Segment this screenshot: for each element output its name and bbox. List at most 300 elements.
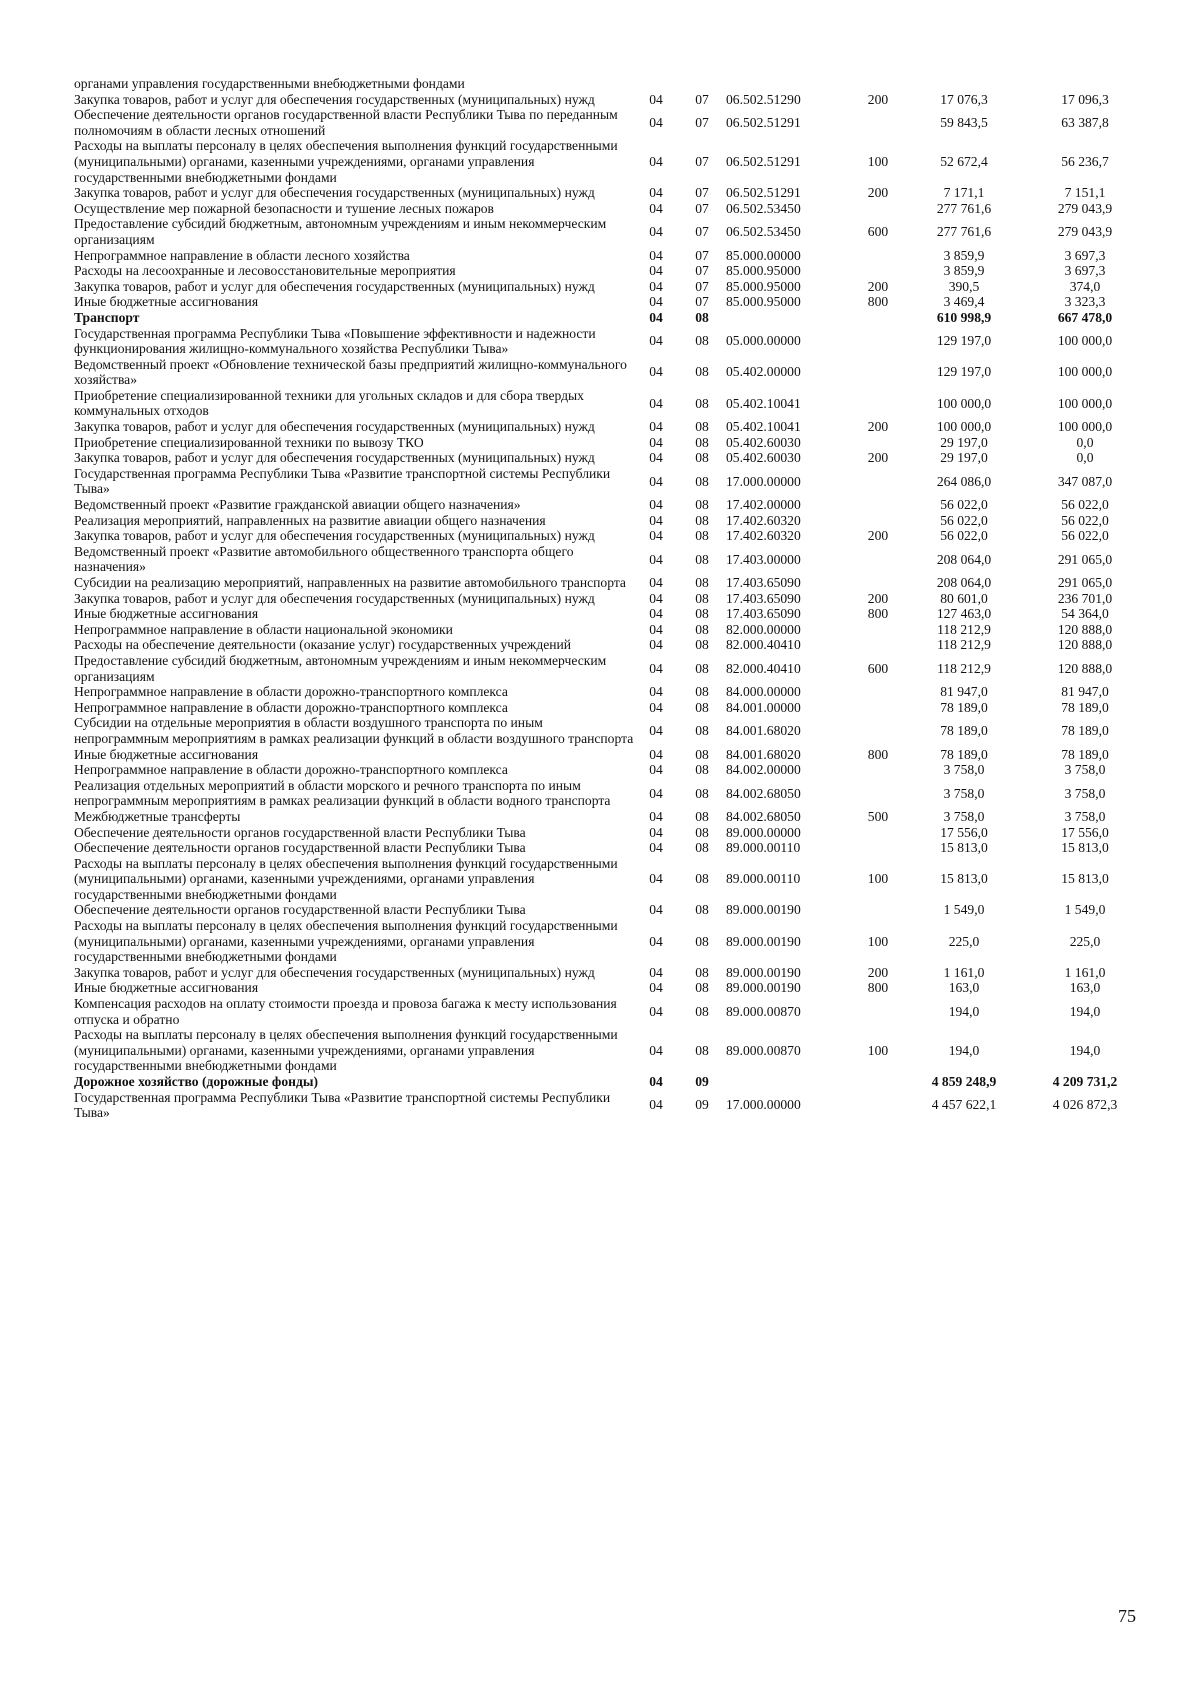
row-target-article: 84.001.00000 — [726, 699, 801, 715]
row-subsection: 08 — [695, 512, 709, 528]
row-amount-year-1: 15 813,0 — [940, 840, 988, 856]
row-name: Непрограммное направление в области дорожно-транспортного комплекса — [74, 762, 508, 778]
row-amount-year-1: 277 761,6 — [936, 224, 992, 240]
row-expense-type — [852, 684, 904, 700]
row-expense-type — [852, 513, 904, 529]
row-amount-year-2: 279 043,9 — [1057, 200, 1113, 216]
row-name: Ведомственный проект «Обновление технической базы предприятий жилищно-коммунального хозяйства» — [74, 356, 627, 388]
row-amount-year-1: 3 469,4 — [943, 294, 985, 310]
row-section: 04 — [649, 785, 663, 801]
table-row — [74, 435, 1146, 451]
row-expense-type — [852, 201, 904, 217]
row-amount-year-1: 3 859,9 — [943, 263, 985, 279]
row-subsection: 08 — [695, 840, 709, 856]
row-name: Обеспечение деятельности органов государственной власти Республики Тыва — [74, 824, 526, 840]
row-target-article: 85.000.95000 — [726, 263, 801, 279]
table-row — [74, 513, 1146, 529]
row-amount-year-2: 3 323,3 — [1064, 294, 1106, 310]
row-amount-year-2: 100 000,0 — [1057, 395, 1113, 411]
row-expense-type — [852, 76, 904, 92]
row-subsection: 08 — [695, 333, 709, 349]
row-target-article: 89.000.00870 — [726, 1042, 801, 1058]
row-target-article: 17.000.00000 — [726, 473, 801, 489]
row-target-article: 17.402.60320 — [726, 528, 801, 544]
row-expense-type: 200 — [867, 450, 889, 466]
row-amount-year-1: 29 197,0 — [940, 434, 988, 450]
row-section: 04 — [649, 294, 663, 310]
row-subsection: 08 — [695, 473, 709, 489]
row-subsection: 08 — [695, 1003, 709, 1019]
row-name: Непрограммное направление в области дорожно-транспортного комплекса — [74, 684, 508, 700]
row-amount-year-2: 1 549,0 — [1064, 902, 1106, 918]
row-name: Компенсация расходов на оплату стоимости проезда и провоза багажа к месту использования отпуска и обратно — [74, 996, 617, 1027]
row-amount-year-2: 7 151,1 — [1064, 185, 1106, 201]
row-target-article: 17.402.00000 — [726, 497, 801, 513]
page-number: 75 — [1118, 1606, 1136, 1626]
row-target-article: 89.000.00000 — [726, 824, 801, 840]
row-target-article — [726, 310, 852, 326]
row-subsection: 08 — [695, 824, 709, 840]
row-subsection: 08 — [695, 746, 709, 762]
row-section: 04 — [649, 473, 663, 489]
row-name: Предоставление субсидий бюджетным, автономным учреждениям и иным некоммерческим организациям — [74, 216, 607, 247]
row-target-article: 82.000.00000 — [726, 621, 801, 637]
row-section: 04 — [649, 660, 663, 676]
row-section: 04 — [649, 590, 663, 606]
row-section: 04 — [649, 247, 663, 263]
row-name: Реализация мероприятий, направленных на развитие авиации общего назначения — [74, 512, 546, 528]
row-expense-type — [852, 466, 904, 497]
row-amount-year-2: 667 478,0 — [1057, 309, 1113, 325]
row-name: Обеспечение деятельности органов государственной власти Республики Тыва по переданным полномочиям в области лесных отношений — [74, 107, 618, 138]
row-target-article: 89.000.00110 — [726, 871, 801, 887]
row-target-article: 84.001.68020 — [726, 746, 801, 762]
row-amount-year-1: 7 171,1 — [943, 185, 985, 201]
row-expense-type: 200 — [867, 419, 889, 435]
table-row — [74, 388, 1146, 419]
row-amount-year-1: 59 843,5 — [940, 114, 988, 130]
row-expense-type — [852, 637, 904, 653]
table-row — [74, 248, 1146, 264]
table-row — [74, 653, 1146, 684]
row-name: Закупка товаров, работ и услуг для обеспечения государственных (муниципальных) нужд — [74, 185, 595, 201]
row-expense-type: 500 — [867, 808, 889, 824]
row-amount-year-1: 3 758,0 — [943, 808, 985, 824]
row-target-article: 05.402.10041 — [726, 419, 801, 435]
row-amount-year-1: 277 761,6 — [936, 200, 992, 216]
row-expense-type — [852, 840, 904, 856]
row-target-article: 06.502.53450 — [726, 224, 801, 240]
row-name: Иные бюджетные ассигнования — [74, 980, 259, 996]
table-row — [74, 825, 1146, 841]
row-amount-year-2: 279 043,9 — [1057, 224, 1113, 240]
row-expense-type: 800 — [867, 980, 889, 996]
row-amount-year-1: 225,0 — [948, 933, 980, 949]
row-amount-year-2: 100 000,0 — [1057, 364, 1113, 380]
row-name: Закупка товаров, работ и услуг для обеспечения государственных (муниципальных) нужд — [74, 590, 595, 606]
row-name: Непрограммное направление в области национальной экономики — [74, 621, 453, 637]
row-subsection: 08 — [695, 699, 709, 715]
row-amount-year-1: 15 813,0 — [940, 871, 988, 887]
row-name: Реализация отдельных мероприятий в области морского и речного транспорта по иным непрограммным мероприятиям в рамках реализации функций в области водного транспорта — [74, 777, 611, 809]
row-expense-type: 200 — [867, 278, 889, 294]
row-name: Закупка товаров, работ и услуг для обеспечения государственных (муниципальных) нужд — [74, 528, 595, 544]
row-amount-year-1: 3 758,0 — [943, 762, 985, 778]
row-section: 04 — [649, 746, 663, 762]
table-row — [74, 1074, 1146, 1090]
row-amount-year-1: 56 022,0 — [940, 497, 988, 513]
table-row — [74, 107, 1146, 138]
row-section: 04 — [649, 933, 663, 949]
row-section: 04 — [649, 762, 663, 778]
row-amount-year-1: 264 086,0 — [936, 473, 992, 489]
row-amount-year-2: 194,0 — [1069, 1042, 1101, 1058]
row-amount-year-1: 29 197,0 — [940, 450, 988, 466]
row-subsection: 07 — [695, 278, 709, 294]
row-expense-type — [852, 326, 904, 357]
row-target-article: 05.000.00000 — [726, 333, 801, 349]
row-amount-year-1: 129 197,0 — [936, 333, 992, 349]
row-expense-type: 800 — [867, 606, 889, 622]
row-subsection: 08 — [695, 364, 709, 380]
row-subsection: 08 — [695, 575, 709, 590]
table-row — [74, 902, 1146, 918]
row-expense-type — [852, 248, 904, 264]
row-target-article: 85.000.95000 — [726, 294, 801, 310]
row-section: 04 — [649, 964, 663, 980]
table-row — [74, 92, 1146, 108]
row-amount-year-1: 52 672,4 — [940, 153, 988, 169]
row-expense-type — [852, 715, 904, 746]
row-name: Обеспечение деятельности органов государственной власти Республики Тыва — [74, 840, 526, 856]
row-amount-year-2: 291 065,0 — [1057, 575, 1113, 590]
row-subsection: 08 — [695, 497, 709, 513]
row-section: 04 — [649, 699, 663, 715]
row-amount-year-1: 129 197,0 — [936, 364, 992, 380]
row-expense-type — [852, 996, 904, 1027]
row-amount-year-1: 81 947,0 — [940, 684, 988, 700]
row-amount-year-1: 56 022,0 — [940, 528, 988, 544]
row-name: Государственная программа Республики Тыва «Повышение эффективности и надежности функционирования жилищно-коммунального хозяйства Республики Тыва» — [74, 325, 596, 357]
table-row — [74, 279, 1146, 295]
row-subsection: 08 — [695, 964, 709, 980]
table-row — [74, 809, 1146, 825]
row-target-article: 85.000.95000 — [726, 278, 801, 294]
row-section: 04 — [649, 980, 663, 996]
budget-table-body — [74, 76, 1146, 1121]
row-expense-type: 200 — [867, 590, 889, 606]
table-row — [74, 700, 1146, 716]
row-amount-year-1: 163,0 — [948, 980, 980, 996]
row-expense-type: 200 — [867, 185, 889, 201]
row-section: 04 — [649, 551, 663, 567]
table-row — [74, 544, 1146, 575]
row-subsection: 08 — [695, 395, 709, 411]
row-name: Непрограммное направление в области лесного хозяйства — [74, 247, 410, 263]
row-amount-year-2: 17 096,3 — [1061, 91, 1109, 107]
row-amount-year-1: 118 212,9 — [937, 660, 991, 676]
row-expense-type — [852, 902, 904, 918]
row-amount-year-2: 17 556,0 — [1061, 824, 1109, 840]
table-row — [74, 419, 1146, 435]
row-target-article: 89.000.00870 — [726, 1003, 801, 1019]
table-row — [74, 684, 1146, 700]
row-target-article: 05.402.60030 — [726, 434, 801, 450]
row-name: Ведомственный проект «Развитие гражданской авиации общего назначения» — [74, 497, 521, 513]
row-amount-year-2: 100 000,0 — [1057, 333, 1113, 349]
row-section: 04 — [649, 200, 663, 216]
row-amount-year-2: 100 000,0 — [1057, 419, 1113, 435]
table-row — [74, 201, 1146, 217]
row-section: 04 — [649, 808, 663, 824]
table-row — [74, 326, 1146, 357]
row-name: Предоставление субсидий бюджетным, автономным учреждениям и иным некоммерческим организациям — [74, 652, 607, 684]
row-amount-year-1: 56 022,0 — [940, 512, 988, 528]
row-amount-year-2: 347 087,0 — [1057, 473, 1113, 489]
row-subsection: 08 — [695, 762, 709, 778]
row-subsection: 07 — [695, 224, 709, 240]
row-name: Приобретение специализированной техники для угольных складов и для сбора твердых коммунальных отходов — [74, 387, 584, 419]
row-name: Закупка товаров, работ и услуг для обеспечения государственных (муниципальных) нужд — [74, 91, 595, 107]
row-section: 04 — [649, 395, 663, 411]
row-amount-year-2: 56 022,0 — [1061, 512, 1109, 528]
row-amount-year-2: 63 387,8 — [1061, 114, 1109, 130]
table-row — [74, 497, 1146, 513]
row-name: Осуществление мер пожарной безопасности и тушение лесных пожаров — [74, 200, 494, 216]
row-subsection: 08 — [695, 1042, 709, 1058]
table-row — [74, 310, 1146, 326]
row-target-article: 06.502.51291 — [726, 114, 801, 130]
row-expense-type — [852, 497, 904, 513]
row-target-article: 89.000.00190 — [726, 933, 801, 949]
row-section: 04 — [649, 871, 663, 887]
row-section: 04 — [649, 278, 663, 294]
row-amount-year-2: 0,0 — [1076, 434, 1094, 450]
row-amount-year-2: 225,0 — [1069, 933, 1101, 949]
table-row — [74, 138, 1146, 185]
row-subsection: 08 — [695, 590, 709, 606]
row-expense-type: 200 — [867, 964, 889, 980]
table-row — [74, 996, 1146, 1027]
row-expense-type — [852, 700, 904, 716]
row-amount-year-2: 4 026 872,3 — [1052, 1097, 1118, 1113]
row-expense-type — [852, 622, 904, 638]
row-expense-type — [852, 825, 904, 841]
row-section: 04 — [649, 114, 663, 130]
row-subsection: 08 — [695, 434, 709, 450]
row-name: Государственная программа Республики Тыва «Развитие транспортной системы Республики Тыва» — [74, 465, 611, 497]
row-amount-year-1: 4 859 248,9 — [931, 1074, 997, 1089]
row-expense-type: 600 — [867, 660, 889, 676]
row-name: Иные бюджетные ассигнования — [74, 746, 259, 762]
row-subsection: 08 — [695, 723, 709, 739]
row-amount-year-2: 15 813,0 — [1061, 840, 1109, 856]
row-amount-year-2: 120 888,0 — [1057, 621, 1113, 637]
row-amount-year-1: 194,0 — [948, 1042, 980, 1058]
row-amount-year-2: 54 364,0 — [1061, 606, 1109, 622]
table-row — [74, 528, 1146, 544]
row-target-article: 05.402.60030 — [726, 450, 801, 466]
row-subsection: 08 — [695, 621, 709, 637]
row-subsection: 07 — [695, 153, 709, 169]
row-section: 04 — [649, 364, 663, 380]
row-section: 04 — [649, 263, 663, 279]
row-name: Обеспечение деятельности органов государственной власти Республики Тыва — [74, 902, 526, 918]
row-amount-year-1: 78 189,0 — [940, 699, 988, 715]
row-expense-type: 100 — [867, 871, 889, 887]
table-row — [74, 466, 1146, 497]
row-target-article: 17.000.00000 — [726, 1097, 801, 1113]
row-section: 04 — [649, 1097, 663, 1113]
row-expense-type: 200 — [867, 91, 889, 107]
row-section: 04 — [649, 1003, 663, 1019]
row-section: 04 — [649, 185, 663, 201]
table-row — [74, 637, 1146, 653]
table-row — [74, 622, 1146, 638]
row-amount-year-2: 120 888,0 — [1057, 637, 1113, 653]
row-amount-year-1 — [904, 76, 1024, 92]
table-row — [74, 357, 1146, 388]
row-target-article: 89.000.00110 — [726, 840, 801, 856]
row-target-article: 06.502.51291 — [726, 153, 801, 169]
row-amount-year-2: 56 022,0 — [1061, 528, 1109, 544]
row-target-article: 89.000.00190 — [726, 902, 801, 918]
row-section: 04 — [649, 621, 663, 637]
row-amount-year-1: 78 189,0 — [940, 723, 988, 739]
row-subsection: 08 — [695, 660, 709, 676]
row-expense-type — [852, 263, 904, 279]
row-amount-year-2: 81 947,0 — [1061, 684, 1109, 700]
row-amount-year-2: 15 813,0 — [1061, 871, 1109, 887]
row-subsection: 08 — [695, 528, 709, 544]
row-amount-year-1: 17 556,0 — [940, 824, 988, 840]
table-row — [74, 591, 1146, 607]
row-subsection: 08 — [695, 551, 709, 567]
row-subsection: 08 — [695, 980, 709, 996]
row-name: Закупка товаров, работ и услуг для обеспечения государственных (муниципальных) нужд — [74, 278, 595, 294]
row-target-article: 84.000.00000 — [726, 684, 801, 700]
row-subsection: 07 — [695, 247, 709, 263]
row-amount-year-1: 390,5 — [948, 278, 980, 294]
row-name: Межбюджетные трансферты — [74, 808, 241, 824]
row-target-article: 82.000.40410 — [726, 637, 801, 653]
row-name: Закупка товаров, работ и услуг для обеспечения государственных (муниципальных) нужд — [74, 450, 595, 466]
row-section: 04 — [649, 902, 663, 918]
row-name: Закупка товаров, работ и услуг для обеспечения государственных (муниципальных) нужд — [74, 419, 595, 435]
row-amount-year-2: 56 022,0 — [1061, 497, 1109, 513]
row-subsection: 08 — [695, 606, 709, 622]
row-amount-year-1: 3 758,0 — [943, 785, 985, 801]
table-row — [74, 840, 1146, 856]
row-target-article: 06.502.53450 — [726, 200, 801, 216]
budget-table — [74, 76, 1146, 1121]
row-amount-year-1: 1 549,0 — [943, 902, 985, 918]
row-subsection: 07 — [695, 200, 709, 216]
row-amount-year-1: 1 161,0 — [943, 964, 985, 980]
row-name: Непрограммное направление в области дорожно-транспортного комплекса — [74, 699, 508, 715]
row-expense-type: 200 — [867, 528, 889, 544]
table-row — [74, 263, 1146, 279]
row-section: 04 — [649, 684, 663, 700]
row-amount-year-1: 118 212,9 — [937, 637, 991, 653]
row-subsection: 08 — [695, 450, 709, 466]
row-target-article: 85.000.00000 — [726, 247, 801, 263]
row-section: 04 — [649, 153, 663, 169]
row-section: 04 — [649, 309, 663, 325]
row-target-article: 17.403.65090 — [726, 590, 801, 606]
row-subsection: 07 — [695, 185, 709, 201]
row-section: 04 — [649, 450, 663, 466]
row-amount-year-2: 78 189,0 — [1061, 746, 1109, 762]
row-section: 04 — [649, 575, 663, 590]
row-subsection: 07 — [695, 263, 709, 279]
row-expense-type — [852, 107, 904, 138]
row-subsection: 07 — [695, 114, 709, 130]
table-row — [74, 918, 1146, 965]
row-section: 04 — [649, 91, 663, 107]
row-name: Расходы на выплаты персоналу в целях обеспечения выполнения функций государственными (муниципальными) органами, казенными учреждениями, органами управления государственными внебюджетными фондами — [74, 1027, 618, 1074]
row-name: Расходы на выплаты персоналу в целях обеспечения выполнения функций государственными (муниципальными) органами, казенными учреждениями, органами управления государственными внебюджетными фондами — [74, 918, 618, 965]
row-amount-year-2: 1 161,0 — [1064, 964, 1106, 980]
row-amount-year-2: 3 758,0 — [1064, 785, 1106, 801]
table-row — [74, 762, 1146, 778]
table-row — [74, 965, 1146, 981]
row-amount-year-2: 78 189,0 — [1061, 723, 1109, 739]
row-target-article: 06.502.51291 — [726, 185, 801, 201]
row-name: Приобретение специализированной техники по вывозу ТКО — [74, 434, 424, 450]
table-row — [74, 1027, 1146, 1074]
row-name: Ведомственный проект «Развитие автомобильного общественного транспорта общего назначения» — [74, 543, 574, 575]
table-row — [74, 747, 1146, 763]
row-amount-year-2: 291 065,0 — [1057, 551, 1113, 567]
row-section: 04 — [649, 224, 663, 240]
row-section: 04 — [649, 840, 663, 856]
row-section: 04 — [649, 512, 663, 528]
row-amount-year-1: 80 601,0 — [940, 590, 988, 606]
row-amount-year-2: 3 697,3 — [1064, 247, 1106, 263]
row-amount-year-2: 163,0 — [1069, 980, 1101, 996]
row-amount-year-2: 0,0 — [1076, 450, 1094, 466]
row-amount-year-1: 208 064,0 — [936, 575, 992, 590]
row-target-article — [726, 76, 852, 92]
row-expense-type — [852, 388, 904, 419]
row-amount-year-2: 3 758,0 — [1064, 762, 1106, 778]
row-amount-year-2: 236 701,0 — [1057, 590, 1113, 606]
row-amount-year-1: 100 000,0 — [936, 395, 992, 411]
row-amount-year-1: 17 076,3 — [940, 91, 988, 107]
row-name: Государственная программа Республики Тыва «Развитие транспортной системы Республики Тыва» — [74, 1089, 611, 1121]
row-name: Расходы на выплаты персоналу в целях обеспечения выполнения функций государственными (муниципальными) органами, казенными учреждениями, органами управления государственными внебюджетными фондами — [74, 138, 618, 185]
row-section: 04 — [649, 637, 663, 653]
row-amount-year-2: 194,0 — [1069, 1003, 1101, 1019]
table-row — [74, 856, 1146, 903]
row-target-article: 84.002.68050 — [726, 785, 801, 801]
row-subsection: 07 — [695, 91, 709, 107]
row-expense-type — [852, 435, 904, 451]
row-amount-year-1: 610 998,9 — [936, 309, 992, 325]
table-row — [74, 980, 1146, 996]
row-subsection: 08 — [695, 871, 709, 887]
row-name: Закупка товаров, работ и услуг для обеспечения государственных (муниципальных) нужд — [74, 964, 595, 980]
row-amount-year-1: 3 859,9 — [943, 247, 985, 263]
row-expense-type — [852, 1074, 904, 1090]
row-amount-year-2: 120 888,0 — [1057, 660, 1113, 676]
row-subsection: 08 — [695, 684, 709, 700]
row-section: 04 — [649, 1042, 663, 1058]
table-row — [74, 606, 1146, 622]
row-name: Расходы на лесоохранные и лесовосстановительные мероприятия — [74, 263, 456, 279]
row-amount-year-2: 4 209 731,2 — [1052, 1074, 1118, 1089]
